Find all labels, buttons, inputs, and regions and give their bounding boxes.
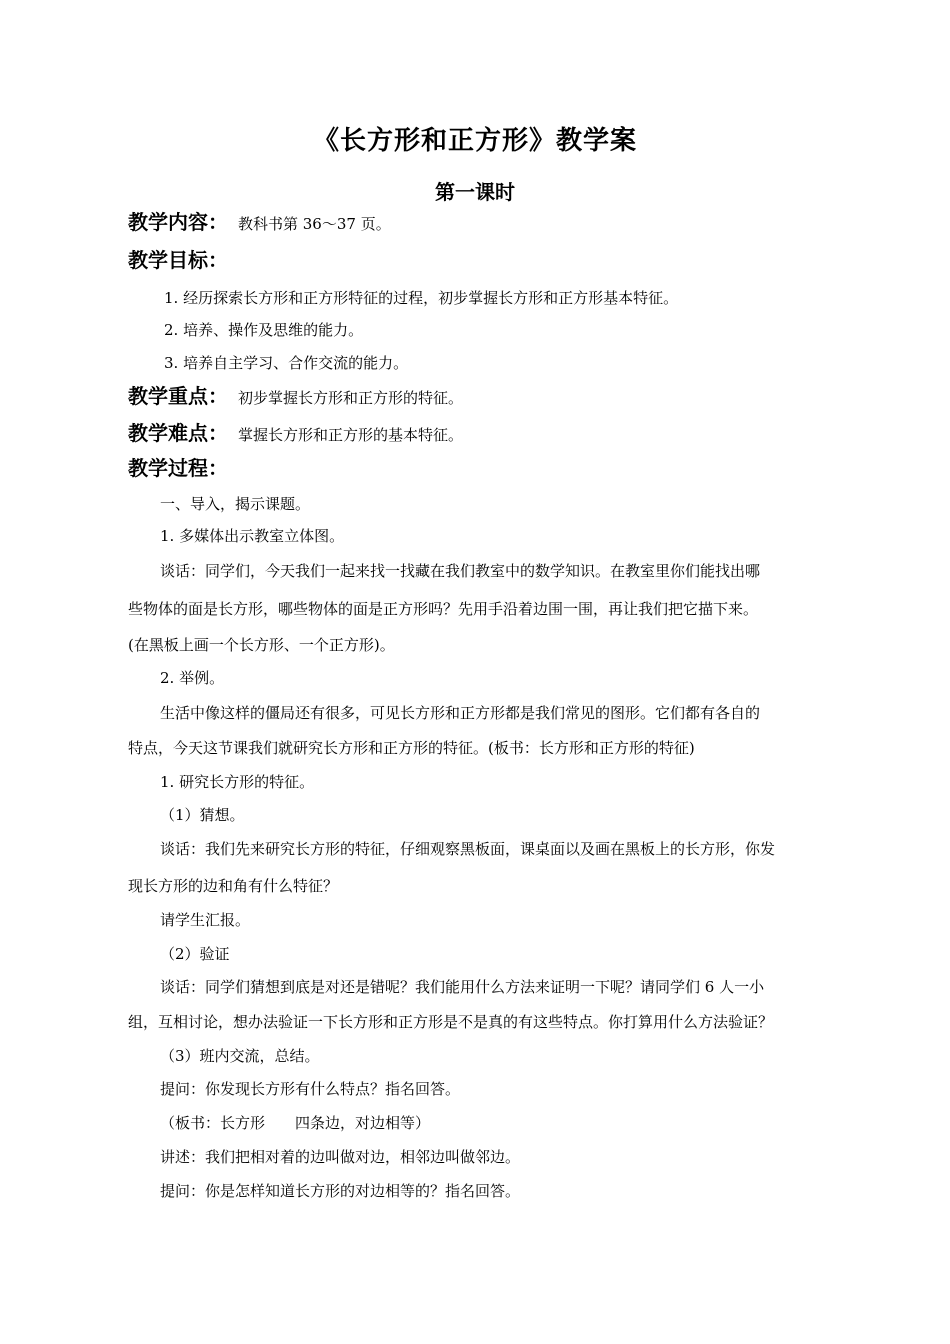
process-line: 谈话：我们先来研究长方形的特征，仔细观察黑板面，课桌面以及画在黑板上的长方形，你发: [160, 840, 776, 858]
process-line: （3）班内交流，总结。: [160, 1047, 320, 1065]
process-line: （1）猜想。: [160, 806, 245, 824]
process-line: 生活中像这样的僵局还有很多，可见长方形和正方形都是我们常见的图形。它们都有各自的: [160, 704, 761, 722]
process-line: 现长方形的边和角有什么特征？: [128, 877, 339, 895]
key-point-text: 初步掌握长方形和正方形的特征。: [238, 389, 464, 407]
goal-item: 2. 培养、操作及思维的能力。: [164, 321, 364, 339]
process-line: （2）验证: [160, 945, 230, 963]
key-point-label: 教学重点：: [128, 384, 228, 408]
process-line: 提问：你发现长方形有什么特点？指名回答。: [160, 1080, 461, 1098]
process-label: 教学过程：: [128, 456, 228, 480]
process-line: 1. 研究长方形的特征。: [160, 773, 315, 791]
process-line: 组，互相讨论，想办法验证一下长方形和正方形是不是真的有这些特点。你打算用什么方法验证？: [128, 1013, 774, 1031]
process-line: (在黑板上画一个长方形、一个正方形)。: [128, 636, 395, 654]
process-line: 请学生汇报。: [160, 911, 251, 929]
teaching-content-text: 教科书第 36～37 页。: [238, 215, 391, 233]
process-line: 特点，今天这节课我们就研究长方形和正方形的特征。(板书：长方形和正方形的特征): [128, 739, 695, 757]
process-line: 讲述：我们把相对着的边叫做对边，相邻边叫做邻边。: [160, 1148, 521, 1166]
teaching-content-label: 教学内容：: [128, 210, 228, 234]
lesson-subtitle: 第一课时: [435, 180, 515, 204]
goal-item: 3. 培养自主学习、合作交流的能力。: [164, 354, 409, 372]
difficulty-label: 教学难点：: [128, 421, 228, 445]
process-line: 些物体的面是长方形，哪些物体的面是正方形吗？先用手沿着边围一围，再让我们把它描下来。: [128, 600, 759, 618]
process-line: 谈话：同学们猜想到底是对还是错呢？我们能用什么方法来证明一下呢？请同学们 6 人一小: [160, 978, 765, 996]
key-point: [128, 386, 838, 408]
difficulty-text: 掌握长方形和正方形的基本特征。: [238, 426, 464, 444]
process-line: 谈话：同学们，今天我们一起来找一找藏在我们教室中的数学知识。在教室里你们能找出哪: [160, 562, 761, 580]
process-line: 提问：你是怎样知道长方形的对边相等的？指名回答。: [160, 1182, 521, 1200]
process-line: （板书：长方形 四条边，对边相等）: [160, 1114, 431, 1132]
teaching-content: [128, 212, 838, 234]
document-title: 《长方形和正方形》教学案: [312, 126, 637, 156]
process-line: 一、导入，揭示课题。: [160, 495, 311, 513]
process-line: 2. 举例。: [160, 669, 225, 687]
teaching-goals-label: 教学目标：: [128, 248, 228, 272]
difficulty: [128, 423, 838, 445]
goal-item: 1. 经历探索长方形和正方形特征的过程，初步掌握长方形和正方形基本特征。: [164, 289, 679, 307]
process-line: 1. 多媒体出示教室立体图。: [160, 527, 345, 545]
